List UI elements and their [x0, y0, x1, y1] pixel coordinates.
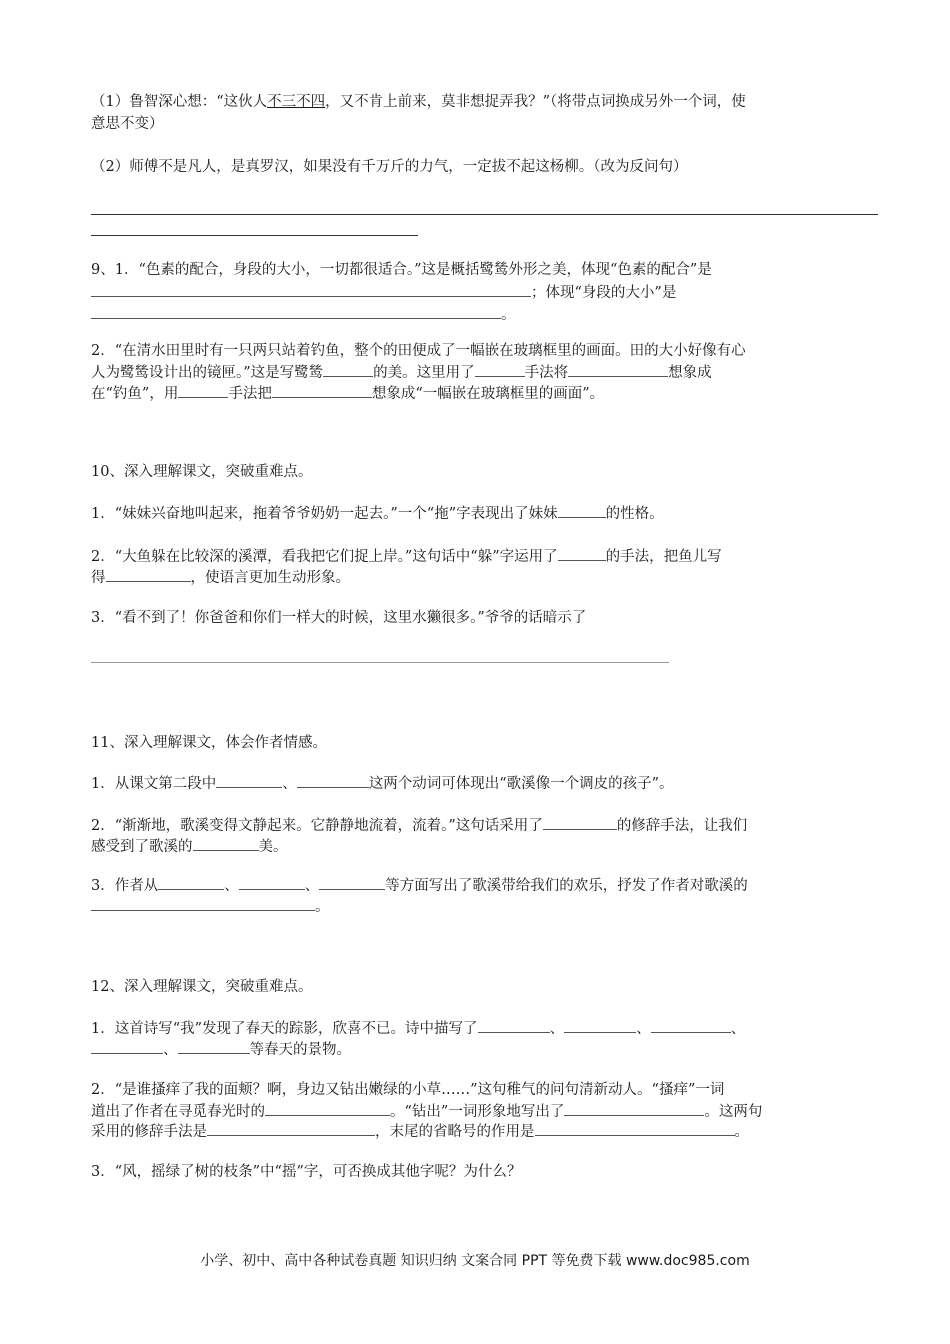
q11-s2-line1 [91, 815, 871, 837]
q12-title: 12、深入理解课文，突破重难点。 [91, 979, 313, 995]
q11-blank[interactable] [216, 773, 282, 788]
q9-p2-line1: 2．“在清水田里时有一只两只站着钓鱼，整个的田便成了一幅嵌在玻璃框里的画面。田的大小好像有心 [91, 343, 746, 359]
q12-blank[interactable] [478, 1018, 550, 1033]
q9-blank[interactable] [475, 362, 525, 377]
q9-text: 在“钓鱼”，用 [91, 386, 179, 402]
q9-text: 人为鹭鸶设计出的镜匣。”这是写鹭鸶 [91, 365, 324, 381]
q12-text: 道出了作者在寻觅春光时的 [91, 1104, 265, 1120]
q12-blank[interactable] [564, 1101, 704, 1116]
q11-text: 、 [282, 776, 297, 792]
q9-blank[interactable] [178, 383, 228, 398]
q11-blank[interactable] [239, 875, 305, 890]
q12-s1-line2 [91, 1039, 871, 1061]
q10-text: 的性格。 [605, 506, 664, 522]
q9-p2-line3 [91, 383, 871, 405]
q9-text: ；体现“身段的大小”是 [531, 285, 677, 301]
q12-s2-line3 [91, 1121, 871, 1143]
q11-title: 11、深入理解课文，体会作者情感。 [91, 735, 327, 751]
q11-text: 、 [304, 878, 320, 894]
q10-text: 2．“大鱼躲在比较深的溪潭，看我把它们捉上岸。”这句话中“躲”字运用了 [91, 549, 558, 565]
q9-blank-color[interactable] [91, 282, 531, 297]
q10-title: 10、深入理解课文，突破重难点。 [91, 464, 313, 480]
q11-blank[interactable] [158, 875, 224, 890]
q10-blank[interactable] [106, 567, 191, 582]
q11-text: 、 [224, 878, 239, 894]
q12-s2-line1: 2．“是谁搔痒了我的面颊？啊，身边又钻出嫩绿的小草……”这句稚气的问句清新动人。“搔痒”一词 [91, 1082, 725, 1098]
q11-text: 。 [315, 899, 330, 915]
q12-s3: 3．“风，摇绿了树的枝条”中“摇”字，可否换成其他字呢？为什么？ [91, 1164, 522, 1180]
q10-text: ，使语言更加生动形象。 [190, 570, 350, 586]
q12-blank[interactable] [207, 1121, 375, 1136]
q12-text: 1．这首诗写“我”发现了春天的踪影，欣喜不已。诗中描写了 [91, 1021, 478, 1037]
q12-blank[interactable] [651, 1018, 731, 1033]
q11-text: 的修辞手法，让我们 [616, 818, 748, 834]
page-footer: 小学、初中、高中各种试卷真题 知识归纳 文案合同 PPT 等免费下载 www.doc985.com [200, 1253, 750, 1269]
q9-text: 想象成 [668, 365, 712, 381]
prev-q2: （2）师傅不是凡人，是真罗汉，如果没有千万斤的力气，一定拔不起这杨柳。（改为反问句） [91, 159, 688, 175]
q11-text: 3．作者从 [91, 878, 159, 894]
q11-s1 [91, 773, 871, 795]
q9-text: 的美。这里用了 [373, 365, 475, 381]
q11-text: 这两个动词可体现出“歌溪像一个调皮的孩子”。 [368, 776, 674, 792]
q11-blank[interactable] [543, 815, 617, 830]
q10-text: 的手法，把鱼儿写 [605, 549, 722, 565]
q10-text: 得 [91, 570, 106, 586]
q11-text: 等方面写出了歌溪带给我们的欢乐，抒发了作者对歌溪的 [385, 878, 748, 894]
q11-text: 美。 [258, 839, 288, 855]
q12-text: 。“钻出”一词形象地写出了 [390, 1104, 565, 1120]
q9-line2 [91, 282, 871, 304]
q12-blank[interactable] [265, 1101, 390, 1116]
q11-blank[interactable] [319, 875, 385, 890]
q9-text: 想象成“一幅嵌在玻璃框里的画面”。 [371, 386, 605, 402]
q11-text: 1．从课文第二段中 [91, 776, 217, 792]
prev-q1-line2: 意思不变） [91, 116, 164, 132]
q9-blank[interactable] [272, 383, 372, 398]
q9-text: 手法将 [524, 365, 569, 381]
prev-q1-line1 [91, 92, 871, 113]
prev-q1-dotted-word: 不三不四 [267, 94, 326, 110]
q11-s2-line2 [91, 836, 871, 858]
q12-blank[interactable] [91, 1039, 163, 1054]
q12-text: 。这两句 [704, 1104, 763, 1120]
prev-q1-text-b: ，又不肯上前来，莫非想捉弄我？”（将带点词换成另外一个词，使 [325, 94, 746, 110]
q9-line3 [91, 304, 871, 326]
answer-line [91, 235, 418, 236]
q12-text: 等春天的景物。 [249, 1042, 351, 1058]
q9-text: 。 [501, 307, 516, 323]
q12-text: 、 [163, 1042, 178, 1058]
q12-s1-line1 [91, 1018, 871, 1040]
q9-blank-size[interactable] [91, 304, 501, 319]
q12-s2-line2 [91, 1101, 871, 1123]
q11-text: 感受到了歌溪的 [91, 839, 193, 855]
q10-blank[interactable] [558, 503, 606, 518]
q12-text: 采用的修辞手法是 [91, 1124, 207, 1140]
q10-s2-line2 [91, 567, 871, 589]
q9-blank[interactable] [323, 362, 373, 377]
q12-text: 、 [549, 1021, 565, 1037]
q10-s3: 3．“看不到了！你爸爸和你们一样大的时候，这里水獭很多。”爷爷的话暗示了 [91, 610, 587, 626]
q11-blank[interactable] [193, 836, 259, 851]
answer-line [91, 214, 878, 215]
q12-text: 。 [734, 1124, 749, 1140]
q12-text: ，末尾的省略号的作用是 [375, 1124, 535, 1140]
q10-s1 [91, 503, 871, 525]
q11-s3-line1 [91, 875, 871, 897]
q9-blank[interactable] [568, 362, 668, 377]
q10-text: 1．“妹妹兴奋地叫起来，拖着爷爷奶奶一起去。”一个“拖”字表现出了妹妹 [91, 506, 558, 522]
answer-line[interactable] [91, 662, 669, 663]
q9-p2-line2 [91, 362, 871, 384]
prev-q1-text-a: （1）鲁智深心想：“这伙人 [91, 94, 268, 110]
q12-text: 、 [730, 1021, 746, 1037]
q11-text: 2．“渐渐地，歌溪变得文静起来。它静静地流着，流着。”这句话采用了 [91, 818, 543, 834]
q12-blank[interactable] [535, 1121, 735, 1136]
q12-blank[interactable] [564, 1018, 636, 1033]
q12-text: 、 [636, 1021, 651, 1037]
q11-s3-line2 [91, 896, 871, 918]
q9-text: 手法把 [228, 386, 272, 402]
q10-blank[interactable] [558, 546, 606, 561]
q9-line1: 9、1．“色素的配合，身段的大小，一切都很适合。”这是概括鹭鸶外形之美，体现“色素的配合”是 [91, 262, 712, 278]
q11-blank[interactable] [91, 896, 315, 911]
q12-blank[interactable] [178, 1039, 250, 1054]
q11-blank[interactable] [297, 773, 369, 788]
q10-s2-line1 [91, 546, 871, 568]
